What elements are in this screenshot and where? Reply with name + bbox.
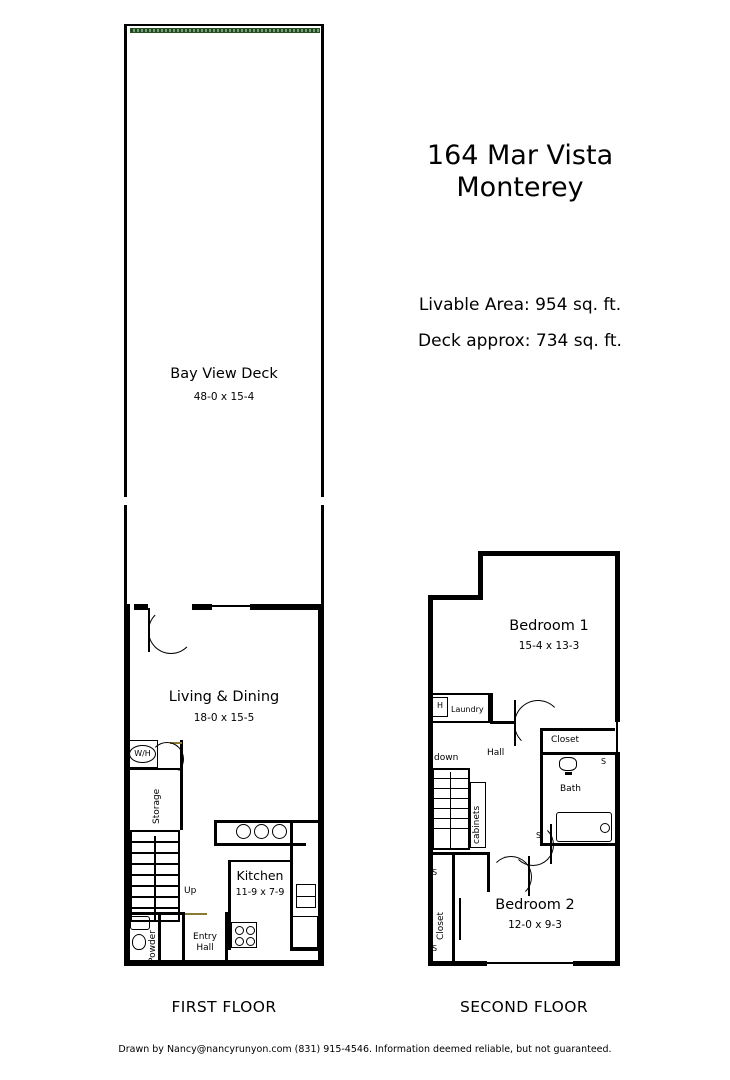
burner-2	[246, 926, 255, 935]
bathtub-drain	[600, 823, 610, 833]
stairs-down-label: down	[434, 753, 459, 763]
burner-3	[235, 937, 244, 946]
kitchen-counter-top	[214, 820, 320, 823]
ff-entry-door-leaf	[148, 608, 150, 652]
bedroom1-door-leaf	[514, 700, 516, 746]
hall-wall-top	[490, 721, 514, 724]
entry-door-sill	[185, 913, 207, 915]
title-line-2: Monterey	[456, 171, 584, 203]
hall-wall-left	[490, 693, 493, 723]
storage-label: Storage	[152, 788, 162, 824]
ff-entry-door-swing	[148, 608, 194, 654]
closet1-label: Closet	[551, 735, 580, 745]
bar-stool-3	[272, 824, 287, 839]
kitchen-wall-top-inner	[228, 860, 290, 862]
sf-wall-top	[478, 551, 620, 556]
area-summary	[330, 295, 710, 351]
sf-stair-center-line	[450, 772, 451, 848]
laundry-label: Laundry	[451, 705, 484, 714]
cabinets-label: cabinets	[472, 805, 482, 844]
powder-label: Powder	[148, 930, 158, 963]
stair-center-line	[154, 836, 156, 922]
burner-4	[246, 937, 255, 946]
living-dining-label: Living & Dining 18-0 x 15-5	[168, 689, 280, 725]
bath-sink	[559, 757, 577, 771]
bay-view-deck-outline	[124, 24, 324, 604]
closet2-shelf-mark-top: S	[432, 868, 438, 877]
bath-label: Bath	[560, 784, 581, 794]
title-line-1: 164 Mar Vista	[426, 140, 614, 171]
water-heater-label: W/H	[134, 749, 151, 758]
powder-toilet	[132, 934, 146, 950]
sf-right-window-line	[616, 722, 618, 752]
bar-stool-2	[254, 824, 269, 839]
refrigerator	[292, 916, 318, 948]
first-floor-caption: FIRST FLOOR	[171, 998, 277, 1016]
burner-1	[235, 926, 244, 935]
bedroom2-door-leaf	[528, 856, 530, 896]
kitchen-sink-divider	[296, 896, 316, 897]
ff-top-gap-a	[130, 604, 134, 610]
deck-wall-gap-right	[320, 497, 324, 505]
stairs-up-label: Up	[184, 886, 197, 896]
livable-area-text: Livable Area: 954 sq. ft.	[418, 295, 622, 315]
closet2-shelf-mark-bottom: S	[432, 944, 438, 953]
bath-faucet	[565, 772, 572, 775]
entry-hall-label: Entry Hall	[193, 932, 217, 954]
deck-label: Bay View Deck 48-0 x 15-4	[170, 366, 278, 404]
bedroom-2-label: Bedroom 2 12-0 x 9-3	[495, 897, 575, 932]
ff-window-line	[212, 605, 250, 607]
sf-wall-top-left-return	[478, 551, 483, 599]
bath-door-leaf	[550, 824, 552, 864]
closet2-label: Closet	[436, 911, 446, 940]
bedroom-1-label: Bedroom 1 15-4 x 13-3	[509, 618, 589, 653]
sf-wall-notch	[428, 595, 483, 600]
closet1-wall-top	[540, 728, 615, 731]
page-title	[330, 140, 710, 204]
bar-stool-1	[236, 824, 251, 839]
deck-railing	[130, 28, 320, 33]
laundry-h-label: H	[436, 701, 443, 710]
kitchen-label: Kitchen 11-9 x 7-9	[235, 868, 285, 898]
hall-label: Hall	[487, 748, 505, 758]
kitchen-counter-left	[214, 820, 217, 844]
bedroom2-door-swing	[490, 856, 532, 898]
sf-wall-right	[615, 551, 620, 966]
powder-sink	[130, 916, 150, 930]
closet1-wall-left	[540, 728, 543, 754]
deck-wall-gap-left	[124, 497, 128, 505]
deck-area-text: Deck approx: 734 sq. ft.	[418, 331, 622, 351]
storage-door-swing	[150, 742, 184, 776]
footer-credit: Drawn by Nancy@nancyrunyon.com (831) 915-4546. Information deemed reliable, but not guaranteed.	[118, 1044, 612, 1055]
sf-bottom-window-line	[487, 962, 573, 964]
sf-lower-wall-top	[428, 852, 490, 855]
powder-wall-right	[158, 912, 161, 966]
closet1-wall-bottom	[540, 752, 615, 755]
bath-shelf-mark-2: S	[536, 831, 542, 840]
second-floor-caption: SECOND FLOOR	[459, 998, 589, 1016]
bath-shelf-mark-1: S	[601, 757, 607, 766]
kitchen-counter-bottom	[290, 948, 320, 951]
ff-wall-right	[318, 604, 324, 966]
